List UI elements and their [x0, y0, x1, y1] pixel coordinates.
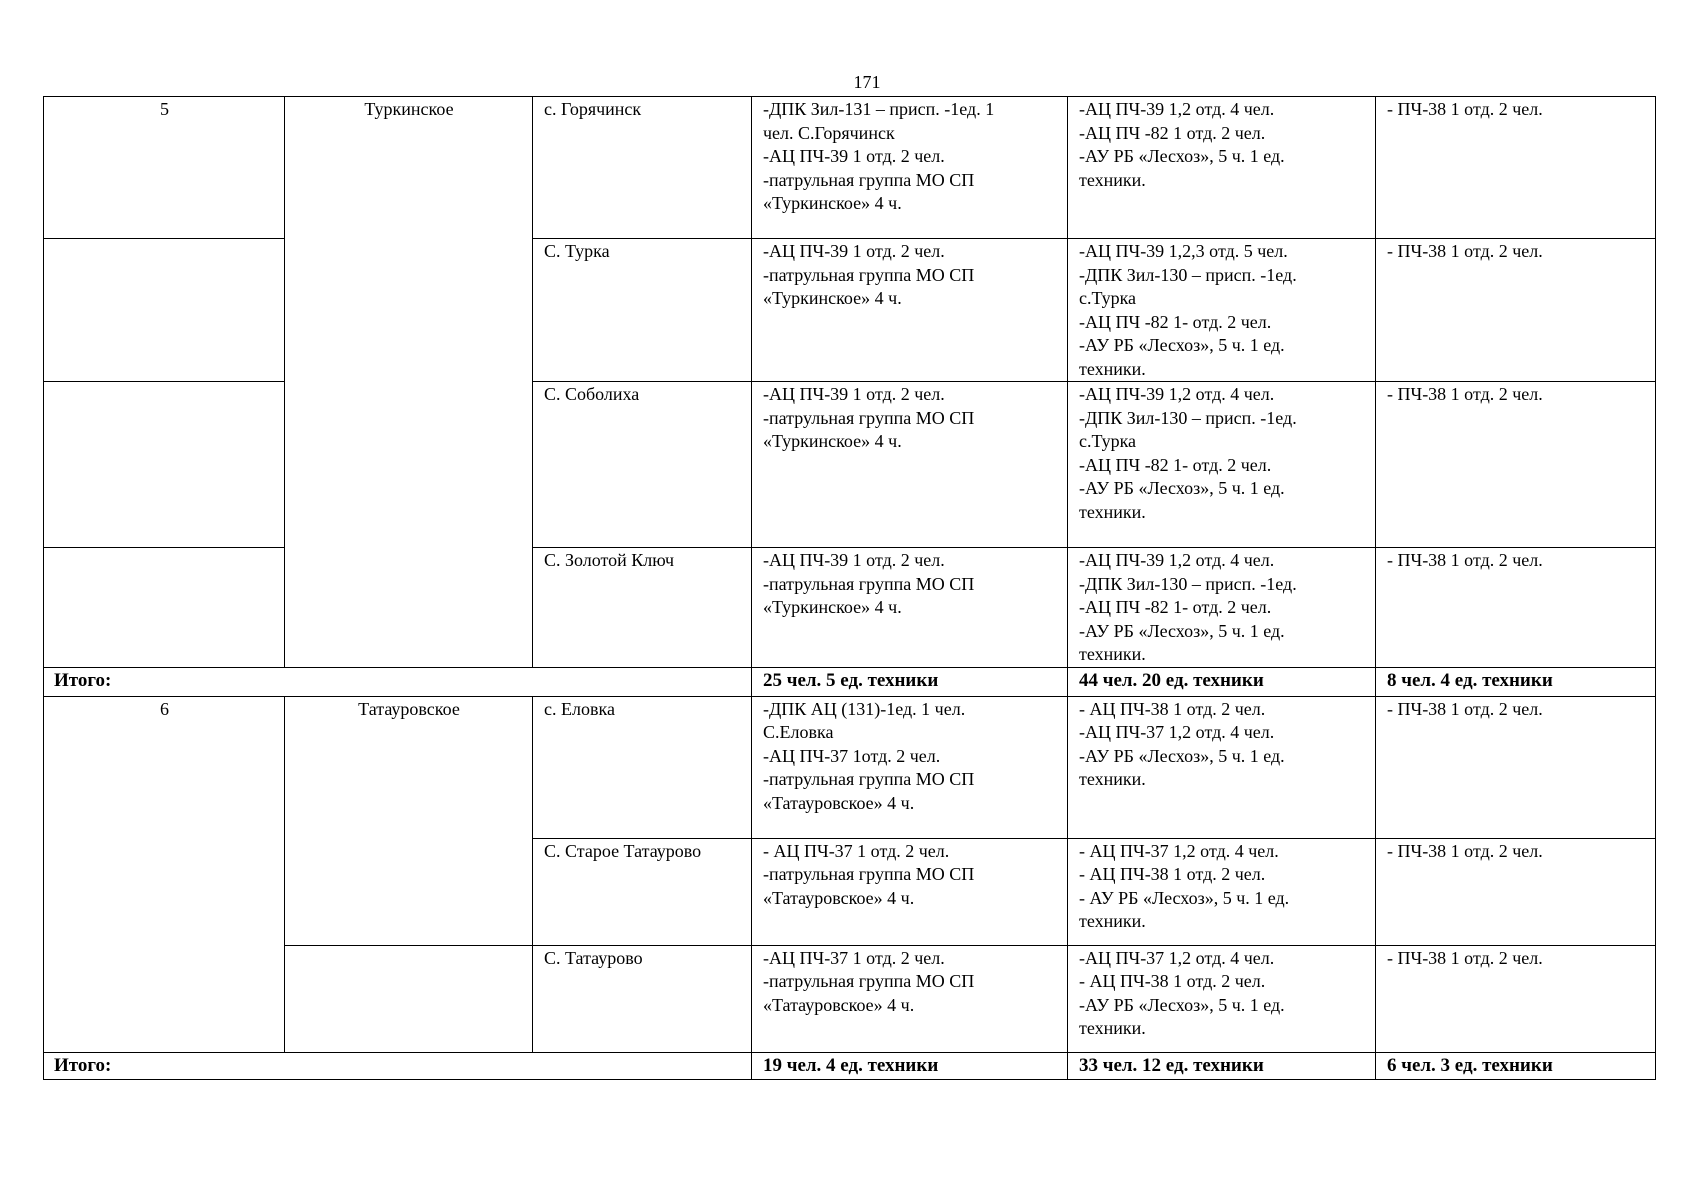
- cell-line: -АЦ ПЧ-39 1 отд. 2 чел.: [763, 550, 945, 570]
- additional-forces-cell: [1068, 838, 1376, 945]
- forces-table: [43, 96, 1656, 1080]
- empty-cell: [285, 945, 533, 1052]
- additional-forces-cell: [1068, 97, 1376, 239]
- cell-line: -ДПК АЦ (131)-1ед. 1 чел.: [763, 698, 966, 719]
- table-row: [44, 945, 1656, 1052]
- block-number: 5: [44, 97, 285, 239]
- cell-line: -АУ РБ «Лесхоз», 5 ч. 1 ед.: [1079, 620, 1285, 641]
- cell-line: -АЦ ПЧ-39 1,2 отд. 4 чел.: [1079, 384, 1275, 404]
- cell-line: техники.: [1079, 769, 1146, 789]
- cell-line: с.Турка: [1079, 431, 1137, 451]
- cell-line: -АЦ ПЧ-37 1,2 отд. 4 чел.: [1079, 947, 1275, 968]
- cell-line: -патрульная группа МО СП: [763, 769, 975, 789]
- primary-forces-cell: [752, 696, 1068, 838]
- cell-line: -патрульная группа МО СП: [763, 407, 975, 428]
- additional-forces-cell: [1068, 382, 1376, 548]
- cell-line: -патрульная группа МО СП: [763, 864, 975, 884]
- cell-line: - ПЧ-38 1 отд. 2 чел.: [1387, 384, 1543, 404]
- cell-line: -АЦ ПЧ -82 1 отд. 2 чел.: [1079, 122, 1266, 143]
- primary-forces-cell: [752, 382, 1068, 548]
- cell-line: техники.: [1079, 169, 1146, 190]
- settlement-cell: С. Турка: [533, 239, 752, 382]
- total-reserve: 6 чел. 3 ед. техники: [1376, 1052, 1656, 1079]
- additional-forces-cell: [1068, 239, 1376, 382]
- cell-line: с.Турка: [1079, 288, 1137, 308]
- cell-line: -АЦ ПЧ-39 1,2 отд. 4 чел.: [1079, 550, 1275, 570]
- cell-line: -ДПК Зил-130 – присп. -1ед.: [1079, 407, 1297, 428]
- cell-line: -ДПК Зил-130 – присп. -1ед.: [1079, 264, 1297, 285]
- settlement-cell: С. Золотой Ключ: [533, 548, 752, 668]
- cell-line: - АЦ ПЧ-38 1 отд. 2 чел.: [1079, 864, 1266, 884]
- total-additional: 33 чел. 12 ед. техники: [1068, 1052, 1376, 1079]
- total-primary: 25 чел. 5 ед. техники: [752, 667, 1068, 696]
- primary-forces-cell: [752, 945, 1068, 1052]
- empty-cell: [44, 239, 285, 382]
- cell-line: -АЦ ПЧ-37 1 отд. 2 чел.: [763, 947, 945, 968]
- cell-line: - АЦ ПЧ-37 1,2 отд. 4 чел.: [1079, 840, 1279, 861]
- empty-cell: [44, 382, 285, 548]
- municipality-name: Татауровское: [285, 696, 533, 945]
- cell-line: -ДПК Зил-131 – присп. -1ед. 1: [763, 99, 995, 119]
- settlement-cell: С. Соболиха: [533, 382, 752, 548]
- primary-forces-cell: [752, 838, 1068, 945]
- empty-cell: [44, 548, 285, 668]
- reserve-forces-cell: [1376, 382, 1656, 548]
- settlement-cell: С. Старое Татаурово: [533, 838, 752, 945]
- reserve-forces-cell: [1376, 945, 1656, 1052]
- cell-line: -АЦ ПЧ-39 1 отд. 2 чел.: [763, 241, 945, 261]
- cell-line: - АЦ ПЧ-37 1 отд. 2 чел.: [763, 840, 950, 861]
- cell-line: -АЦ ПЧ-39 1 отд. 2 чел.: [763, 384, 945, 404]
- settlement-cell: с. Горячинск: [533, 97, 752, 239]
- cell-line: техники.: [1079, 644, 1146, 664]
- total-additional: 44 чел. 20 ед. техники: [1068, 667, 1376, 696]
- settlement-cell: С. Татаурово: [533, 945, 752, 1052]
- cell-line: техники.: [1079, 911, 1146, 931]
- cell-line: -патрульная группа МО СП: [763, 573, 975, 594]
- cell-line: -АУ РБ «Лесхоз», 5 ч. 1 ед.: [1079, 335, 1285, 355]
- cell-line: - ПЧ-38 1 отд. 2 чел.: [1387, 698, 1543, 719]
- cell-line: - АЦ ПЧ-38 1 отд. 2 чел.: [1079, 971, 1266, 991]
- table-row: [44, 97, 1656, 239]
- reserve-forces-cell: [1376, 239, 1656, 382]
- primary-forces-cell: [752, 548, 1068, 668]
- cell-line: техники.: [1079, 1018, 1146, 1038]
- table-row: [44, 696, 1656, 838]
- cell-line: -АЦ ПЧ-37 1отд. 2 чел.: [763, 745, 941, 766]
- cell-line: - ПЧ-38 1 отд. 2 чел.: [1387, 99, 1543, 119]
- cell-line: техники.: [1079, 358, 1146, 379]
- cell-line: - ПЧ-38 1 отд. 2 чел.: [1387, 947, 1543, 968]
- reserve-forces-cell: [1376, 548, 1656, 668]
- cell-line: -АЦ ПЧ-39 1 отд. 2 чел.: [763, 146, 945, 166]
- page-number: 171: [853, 72, 881, 92]
- cell-line: -АЦ ПЧ -82 1- отд. 2 чел.: [1079, 597, 1272, 617]
- total-reserve: 8 чел. 4 ед. техники: [1376, 667, 1656, 696]
- cell-line: -АЦ ПЧ-39 1,2,3 отд. 5 чел.: [1079, 241, 1288, 261]
- total-label: Итого:: [44, 667, 752, 696]
- municipality-name: Туркинское: [285, 97, 533, 668]
- cell-line: чел. С.Горячинск: [763, 122, 895, 143]
- additional-forces-cell: [1068, 548, 1376, 668]
- cell-line: -АЦ ПЧ-37 1,2 отд. 4 чел.: [1079, 722, 1275, 742]
- cell-line: - ПЧ-38 1 отд. 2 чел.: [1387, 840, 1543, 861]
- total-row: [44, 667, 1656, 696]
- cell-line: С.Еловка: [763, 722, 834, 742]
- cell-line: -патрульная группа МО СП: [763, 971, 975, 991]
- reserve-forces-cell: [1376, 97, 1656, 239]
- reserve-forces-cell: [1376, 696, 1656, 838]
- block-number: 6: [44, 696, 285, 1052]
- cell-line: «Татауровское» 4 ч.: [763, 994, 915, 1015]
- primary-forces-cell: [752, 239, 1068, 382]
- cell-line: «Туркинское» 4 ч.: [763, 193, 902, 213]
- additional-forces-cell: [1068, 696, 1376, 838]
- total-primary: 19 чел. 4 ед. техники: [752, 1052, 1068, 1079]
- total-label: Итого:: [44, 1052, 752, 1079]
- additional-forces-cell: [1068, 945, 1376, 1052]
- cell-line: -АЦ ПЧ-39 1,2 отд. 4 чел.: [1079, 99, 1275, 119]
- cell-line: -ДПК Зил-130 – присп. -1ед.: [1079, 573, 1297, 594]
- cell-line: - АЦ ПЧ-38 1 отд. 2 чел.: [1079, 698, 1266, 719]
- cell-line: -АУ РБ «Лесхоз», 5 ч. 1 ед.: [1079, 994, 1285, 1015]
- reserve-forces-cell: [1376, 838, 1656, 945]
- cell-line: -АЦ ПЧ -82 1- отд. 2 чел.: [1079, 454, 1272, 475]
- cell-line: -АУ РБ «Лесхоз», 5 ч. 1 ед.: [1079, 478, 1285, 498]
- cell-line: «Татауровское» 4 ч.: [763, 887, 915, 908]
- cell-line: техники.: [1079, 501, 1146, 522]
- cell-line: «Туркинское» 4 ч.: [763, 288, 902, 308]
- cell-line: -патрульная группа МО СП: [763, 264, 975, 285]
- total-row: [44, 1052, 1656, 1079]
- settlement-cell: с. Еловка: [533, 696, 752, 838]
- cell-line: - ПЧ-38 1 отд. 2 чел.: [1387, 550, 1543, 570]
- cell-line: - ПЧ-38 1 отд. 2 чел.: [1387, 241, 1543, 261]
- cell-line: -АЦ ПЧ -82 1- отд. 2 чел.: [1079, 311, 1272, 332]
- cell-line: -АУ РБ «Лесхоз», 5 ч. 1 ед.: [1079, 146, 1285, 166]
- cell-line: -АУ РБ «Лесхоз», 5 ч. 1 ед.: [1079, 745, 1285, 766]
- cell-line: «Татауровское» 4 ч.: [763, 792, 915, 813]
- cell-line: - АУ РБ «Лесхоз», 5 ч. 1 ед.: [1079, 887, 1290, 908]
- cell-line: -патрульная группа МО СП: [763, 169, 975, 190]
- cell-line: «Туркинское» 4 ч.: [763, 597, 902, 617]
- cell-line: «Туркинское» 4 ч.: [763, 431, 902, 451]
- primary-forces-cell: [752, 97, 1068, 239]
